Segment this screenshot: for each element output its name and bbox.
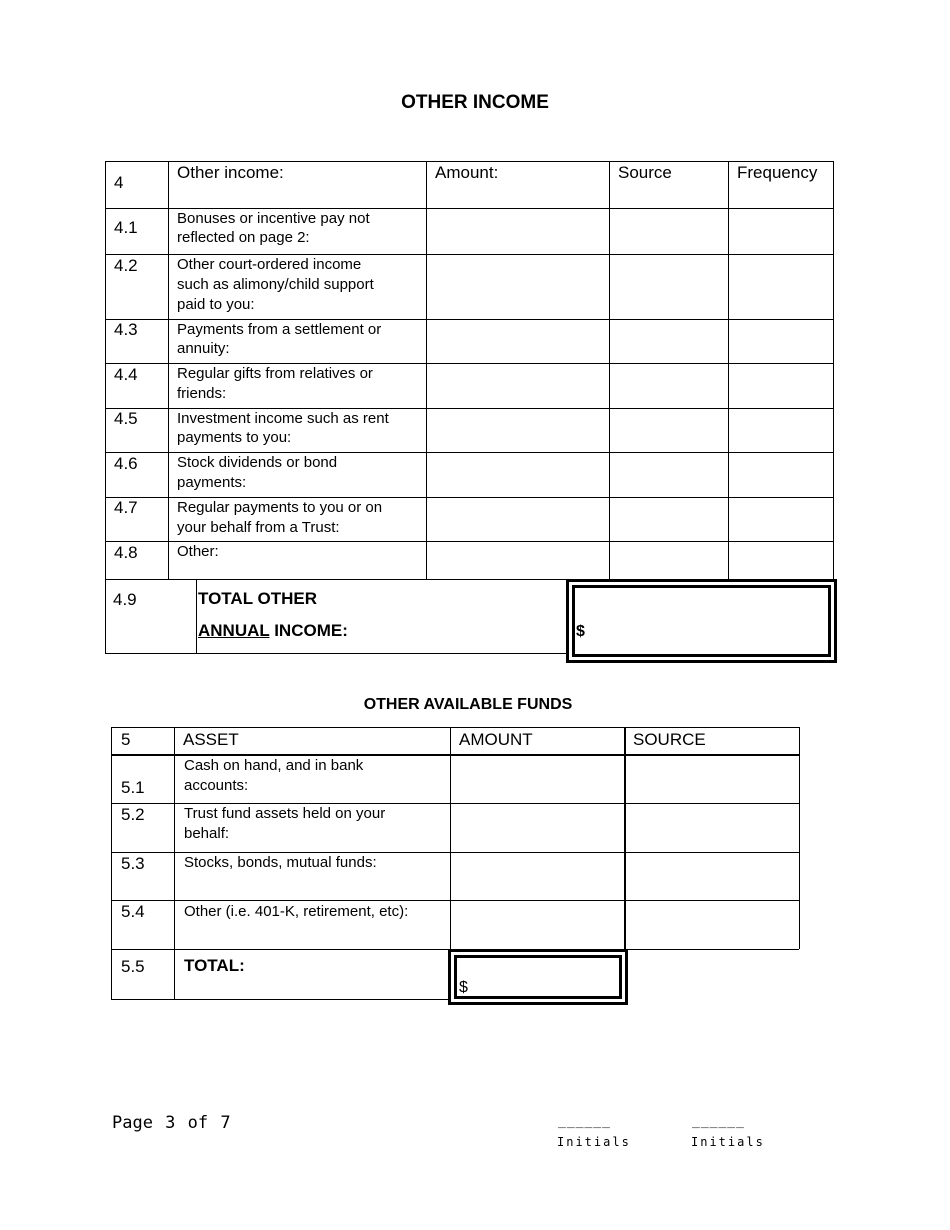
total-annual-income-field[interactable]: [566, 579, 837, 663]
row-label: Stock dividends or bond: [177, 454, 338, 471]
total-label: TOTAL OTHER: [198, 589, 317, 608]
row-label: Regular payments to you or on: [177, 499, 383, 516]
row-label: Payments from a settlement or: [177, 321, 382, 338]
total-label-rest: INCOME:: [269, 621, 348, 640]
row-number: 5.5: [121, 957, 145, 976]
col-header-source: SOURCE: [633, 730, 706, 749]
initials-label-1: Initials: [557, 1135, 631, 1149]
total-label-underlined: ANNUAL: [198, 621, 270, 640]
row-number: 4.4: [114, 365, 138, 384]
row-label: Regular gifts from relatives or: [177, 365, 373, 382]
row-number: 4.7: [114, 498, 138, 517]
other-funds-title: OTHER AVAILABLE FUNDS: [363, 696, 573, 713]
initials-line-2[interactable]: ______: [692, 1114, 745, 1129]
col-header-source: Source: [618, 163, 672, 182]
row-number: 5.2: [121, 805, 145, 824]
row-label: Cash on hand, and in bank: [184, 757, 364, 774]
row-number: 4.2: [114, 256, 138, 275]
col-header-asset: ASSET: [183, 730, 239, 749]
row-label: such as alimony/child support: [177, 276, 374, 293]
page-number: Page 3 of 7: [112, 1113, 231, 1133]
row-number: 4.9: [113, 590, 137, 609]
col-header-other-income: Other income:: [177, 163, 284, 182]
row-label: Bonuses or incentive pay not: [177, 210, 370, 227]
row-label: annuity:: [177, 340, 230, 357]
row-label: behalf:: [184, 825, 230, 842]
col-header-frequency: Frequency: [737, 163, 818, 182]
row-label: Other (i.e. 401-K, retirement, etc):: [184, 903, 409, 920]
total-label: TOTAL:: [184, 956, 245, 975]
total-funds-field[interactable]: [448, 949, 628, 1005]
row-number: 4.1: [114, 218, 138, 237]
row-number: 4.5: [114, 409, 138, 428]
row-number: 5.1: [121, 778, 145, 797]
initials-label-2: Initials: [691, 1135, 765, 1149]
row-label: reflected on page 2:: [177, 229, 310, 246]
row-label: accounts:: [184, 777, 249, 794]
section-number: 5: [121, 730, 131, 749]
col-header-amount: AMOUNT: [459, 730, 533, 749]
row-label: Other court-ordered income: [177, 256, 362, 273]
other-income-title: OTHER INCOME: [401, 92, 549, 113]
row-number: 5.3: [121, 854, 145, 873]
currency-symbol: $: [459, 979, 468, 996]
row-label: Other:: [177, 543, 219, 560]
row-label: Trust fund assets held on your: [184, 805, 386, 822]
row-label: Stocks, bonds, mutual funds:: [184, 854, 377, 871]
row-label: paid to you:: [177, 296, 255, 313]
row-number: 4.8: [114, 543, 138, 562]
row-label: payments to you:: [177, 429, 292, 446]
row-number: 4.6: [114, 454, 138, 473]
col-header-amount: Amount:: [435, 163, 499, 182]
row-number: 4.3: [114, 320, 138, 339]
row-label: friends:: [177, 385, 227, 402]
row-label: Investment income such as rent: [177, 410, 389, 427]
currency-symbol: $: [576, 623, 585, 640]
row-number: 5.4: [121, 902, 145, 921]
row-label: your behalf from a Trust:: [177, 519, 340, 536]
initials-line-1[interactable]: ______: [558, 1114, 611, 1129]
row-label: payments:: [177, 474, 247, 491]
total-label-line2: [198, 621, 348, 641]
section-number: 4: [114, 173, 124, 192]
